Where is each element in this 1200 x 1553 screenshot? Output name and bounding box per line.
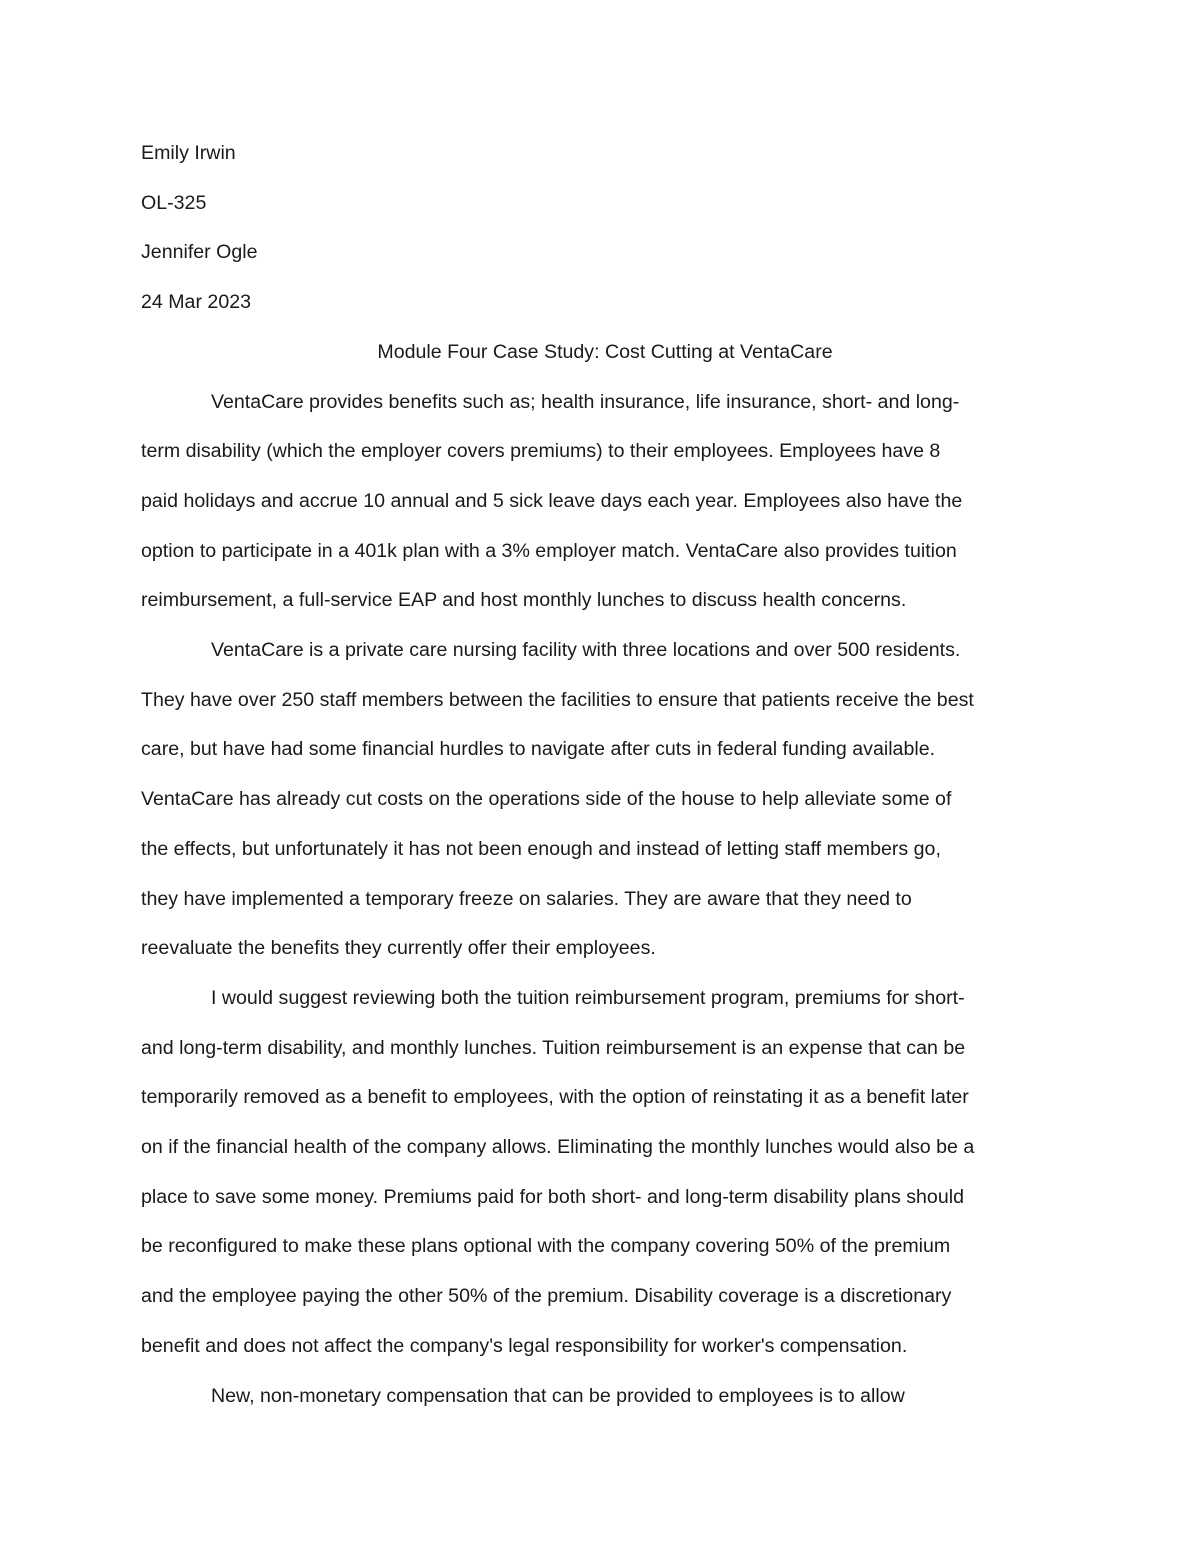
document-title: Module Four Case Study: Cost Cutting at VentaCare: [377, 340, 833, 363]
paragraph-line: they have implemented a temporary freeze on salaries. They are aware that they need to: [141, 887, 912, 910]
document-date: 24 Mar 2023: [141, 291, 252, 314]
student-name: Emily Irwin: [141, 142, 236, 164]
paragraph-line: I would suggest reviewing both the tuition reimbursement program, premiums for short-: [211, 986, 965, 1009]
paragraph-line: term disability (which the employer covers premiums) to their employees. Employees have 8: [141, 440, 941, 463]
paragraph-line: They have over 250 staff members between the facilities to ensure that patients receive the best: [141, 688, 974, 711]
course-code: OL-325: [141, 191, 207, 214]
paragraph-3: [141, 974, 1061, 1372]
paragraph-line: paid holidays and accrue 10 annual and 5 sick leave days each year. Employees also have the: [141, 489, 963, 512]
paragraph-line: VentaCare is a private care nursing facility with three locations and over 500 residents.: [211, 639, 961, 662]
paragraph-line: the effects, but unfortunately it has not been enough and instead of letting staff members go,: [141, 837, 941, 860]
paragraph-2: [141, 626, 1061, 974]
paragraph-4: [141, 1372, 1061, 1422]
paragraph-line: reimbursement, a full-service EAP and host monthly lunches to discuss health concerns.: [141, 589, 907, 612]
paragraph-line: VentaCare provides benefits such as; health insurance, life insurance, short- and long-: [211, 390, 960, 413]
paragraph-line: temporarily removed as a benefit to employees, with the option of reinstating it as a benefit later: [141, 1086, 969, 1109]
document-body: [141, 129, 1061, 1421]
paragraph-1: [141, 378, 1061, 627]
paragraph-line: option to participate in a 401k plan with a 3% employer match. VentaCare also provides tuition: [141, 539, 957, 562]
paragraph-line: be reconfigured to make these plans optional with the company covering 50% of the premium: [141, 1235, 951, 1258]
paragraph-line: New, non-monetary compensation that can be provided to employees is to allow: [211, 1384, 905, 1407]
header-block: [141, 129, 1061, 328]
paragraph-line: and the employee paying the other 50% of the premium. Disability coverage is a discretionary: [141, 1285, 952, 1308]
instructor-name: Jennifer Ogle: [141, 241, 258, 264]
paragraph-line: benefit and does not affect the company's legal responsibility for worker's compensation.: [141, 1334, 908, 1357]
paragraph-line: VentaCare has already cut costs on the operations side of the house to help alleviate some of: [141, 788, 952, 811]
paragraph-line: reevaluate the benefits they currently offer their employees.: [141, 937, 656, 960]
paragraph-line: place to save some money. Premiums paid for both short- and long-term disability plans should: [141, 1185, 964, 1208]
paragraph-line: on if the financial health of the company allows. Eliminating the monthly lunches would also be a: [141, 1136, 975, 1159]
paragraph-line: care, but have had some financial hurdles to navigate after cuts in federal funding available.: [141, 738, 936, 761]
paragraph-line: and long-term disability, and monthly lunches. Tuition reimbursement is an expense that can be: [141, 1036, 966, 1059]
